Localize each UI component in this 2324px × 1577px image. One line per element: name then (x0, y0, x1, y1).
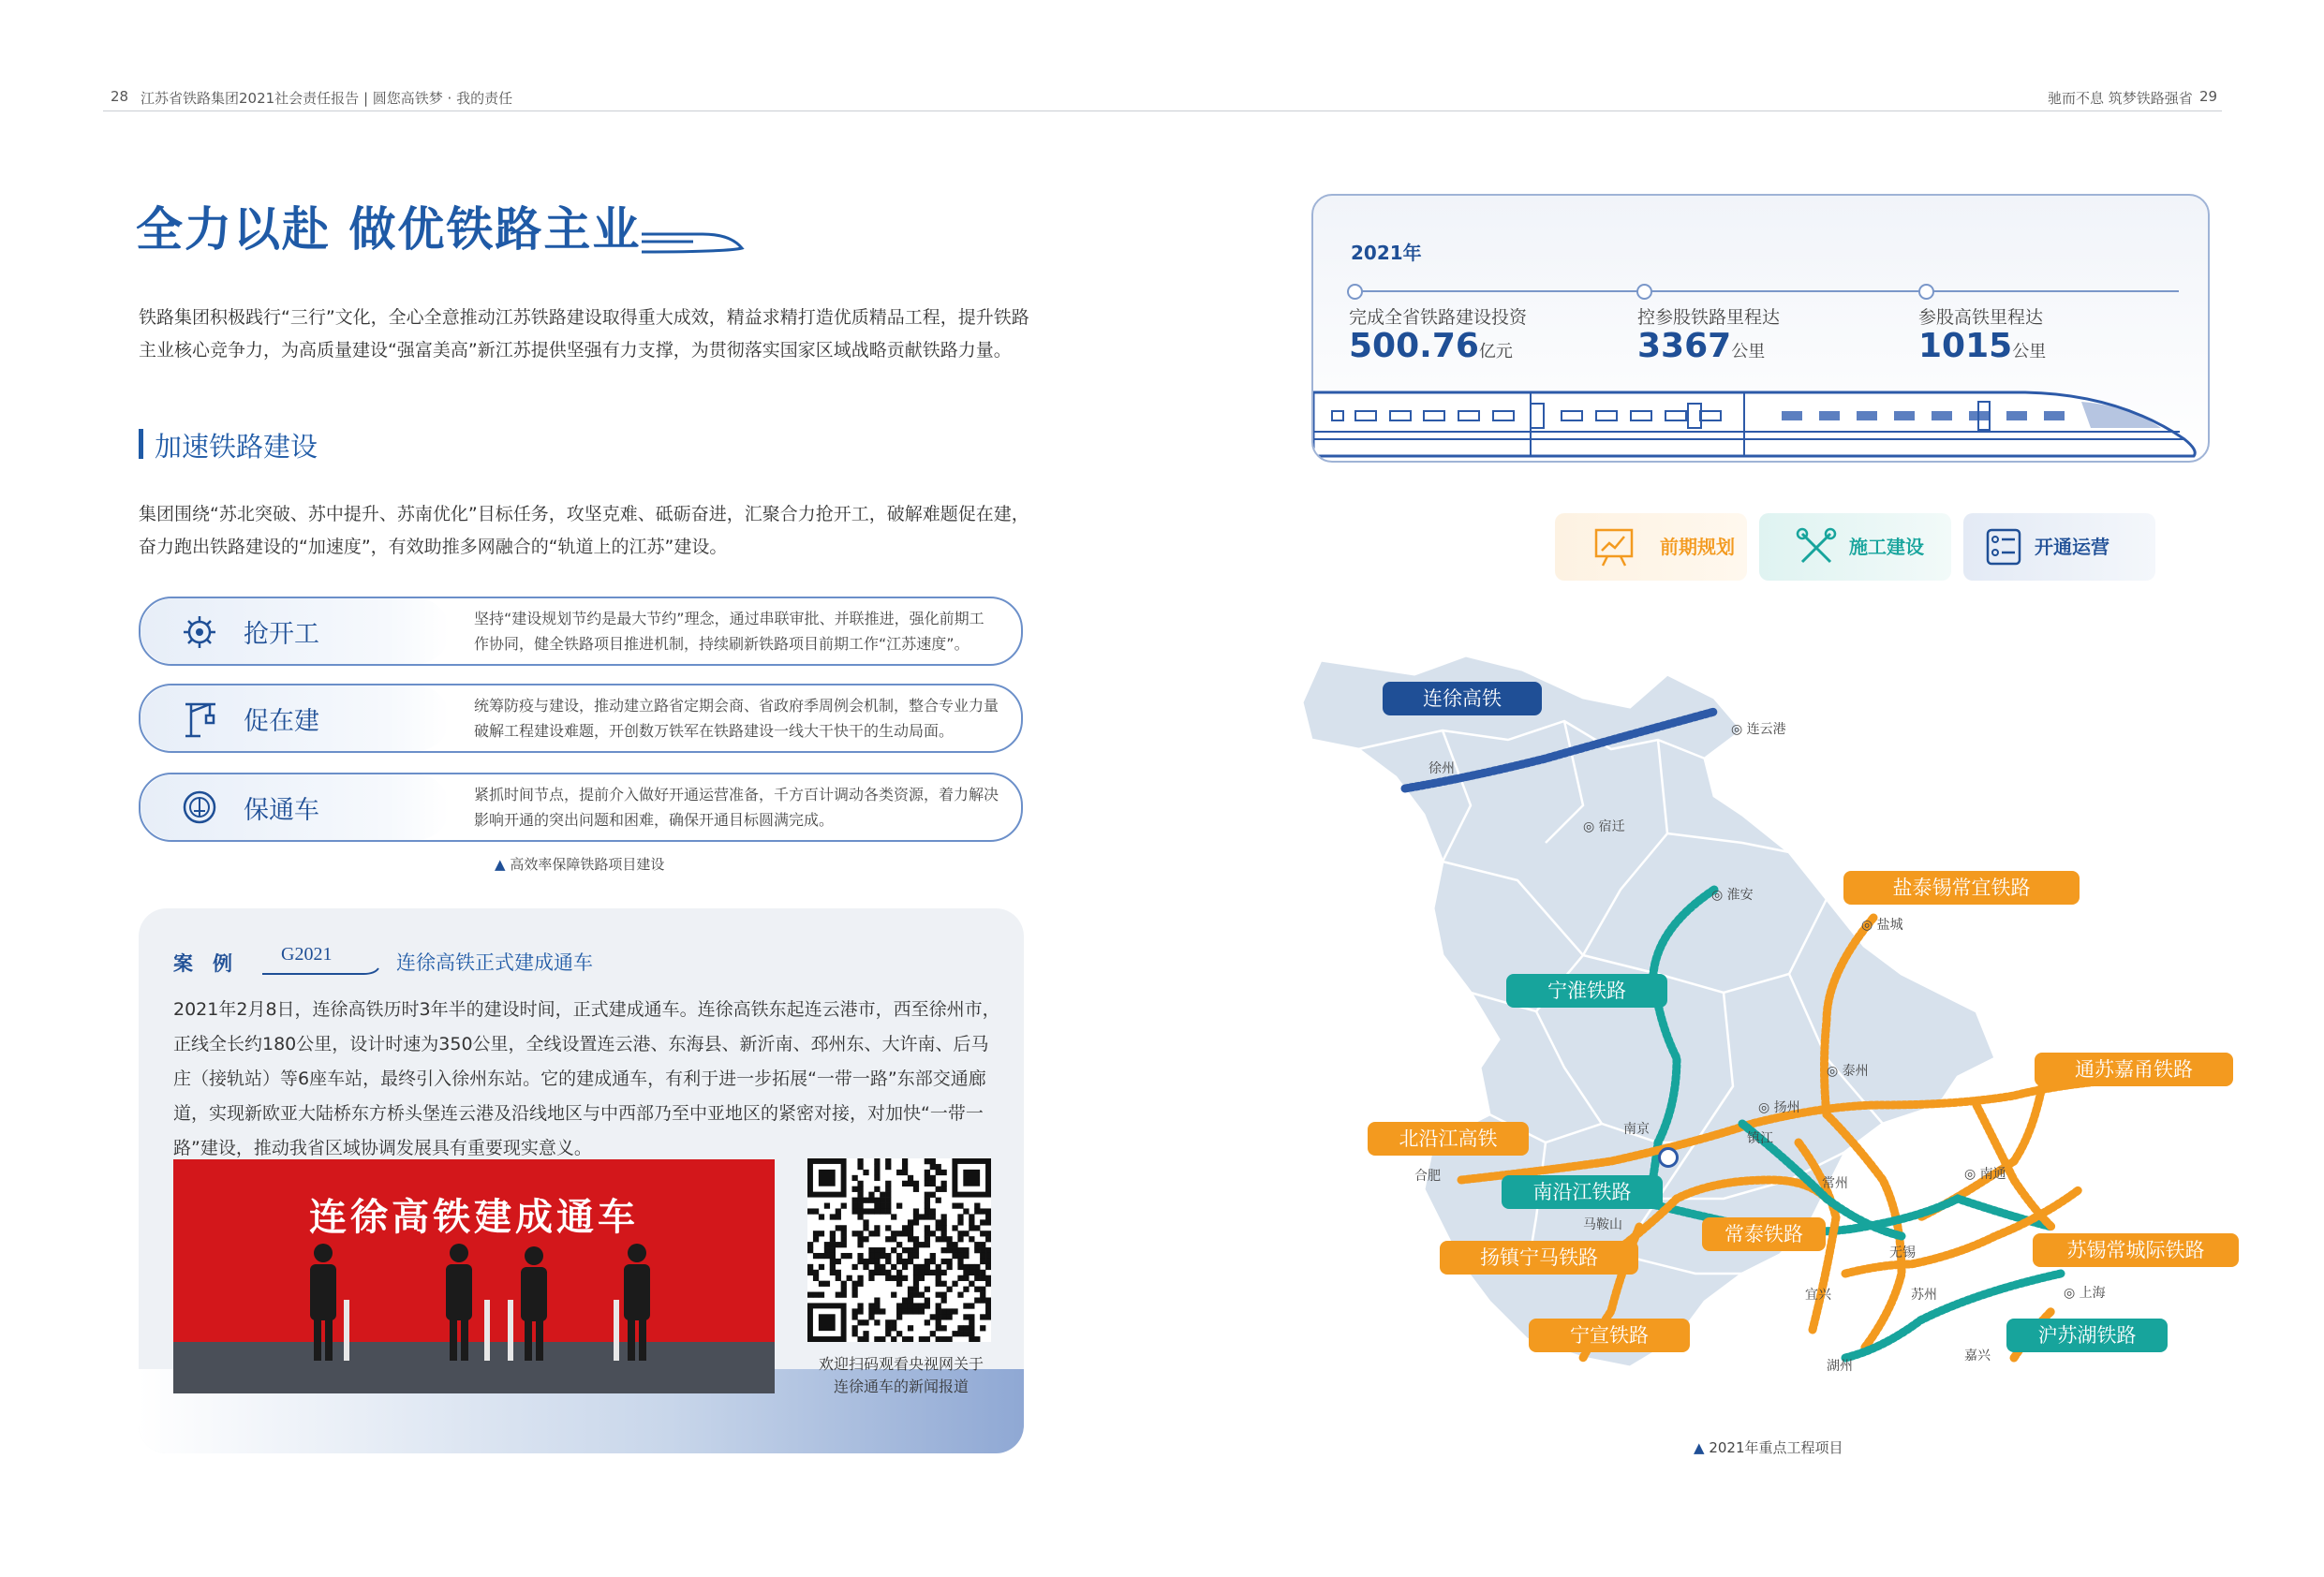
subsection-intro: 集团围绕“苏北突破、苏中提升、苏南优化”目标任务，攻坚克难、砥砺奋进，汇聚合力抢开工，破解难题促在建，奋力跑出铁路建设的“加速度”，有效助推多网融合的“轨道上的江苏”建设。 (139, 504, 1029, 557)
city-label: ◎ 宿迁 (1583, 819, 1625, 834)
city-label: 镇江 (1747, 1131, 1773, 1146)
stat-value: 3367 (1637, 327, 1732, 365)
strip-text: 统筹防疫与建设，推动建立路省定期会商、省政府季周例会机制，整合专业力量破解工程建设难题，开创数万铁军在铁路建设一线大干快干的生动局面。 (474, 697, 999, 740)
case-title: 连徐高铁正式建成通车 (396, 951, 593, 974)
city-label: ◎ 扬州 (1758, 1100, 1800, 1115)
strip-label: 保通车 (244, 796, 319, 825)
case-code: G2021 (281, 944, 333, 965)
city-label: ◎ 连云港 (1731, 722, 1786, 737)
train-illustration (1313, 383, 2208, 461)
crane-icon (178, 699, 221, 738)
stat-label: 完成全省铁路建设投资 (1349, 307, 1528, 328)
rail-badge-icon (178, 788, 221, 827)
stats-panel (1311, 194, 2210, 463)
photo-banner: 连徐高铁建成通车 (309, 1195, 639, 1239)
stat-unit: 亿元 (1478, 342, 1513, 361)
strip-text: 坚持“建设规划节约是最大节约”理念，通过串联审批、并联推进，强化前期工作协同，健全铁路项目推进机制，持续刷新铁路项目前期工作“江苏速度”。 (474, 610, 984, 653)
stats-timeline (1354, 290, 2179, 292)
city-label: 苏州 (1911, 1288, 1937, 1303)
stat-label: 控参股铁路里程达 (1637, 307, 1781, 328)
section-title: 全力以赴 做优铁路主业 (136, 202, 642, 257)
case-code-underline (260, 965, 382, 978)
line-label-beiyan: 北沿江高铁 (1368, 1122, 1529, 1156)
qr-caption-1: 欢迎扫码观看央视网关于 (818, 1355, 984, 1373)
city-label: 嘉兴 (1964, 1349, 1991, 1363)
stat-value-group (1349, 327, 1513, 365)
tools-icon (1795, 526, 1838, 567)
city-label: ◎ 泰州 (1827, 1064, 1869, 1079)
stats-year: 2021年 (1351, 242, 1422, 264)
strips-caption-text: 高效率保障铁路项目建设 (510, 856, 665, 873)
city-label: ◎ 上海 (2064, 1286, 2106, 1301)
stage-planning (1555, 513, 1747, 581)
strip-text: 紧抓时间节点，提前介入做好开通运营准备，千方百计调动各类资源，着力解决影响开通的突出问题和困难，确保开通目标圆满完成。 (474, 786, 999, 829)
line-label-lianxu: 连徐高铁 (1383, 682, 1542, 715)
line-label-yantai: 盐泰锡常宜铁路 (1843, 871, 2080, 905)
left-page-number: 28 (111, 88, 129, 105)
line-label-ningxuan: 宁宣铁路 (1529, 1319, 1690, 1352)
ceremony-photo (173, 1159, 775, 1393)
stage-operation (1963, 513, 2155, 581)
strips-caption (495, 854, 664, 874)
chart-board-icon (1592, 526, 1636, 567)
right-running-title: 驰而不息 筑梦铁路强省 (2048, 90, 2193, 107)
stat-value: 500.76 (1349, 327, 1479, 365)
qr-caption-2: 连徐通车的新闻报道 (833, 1378, 969, 1395)
timeline-dot (1347, 284, 1363, 300)
line-label-changtai: 常泰铁路 (1702, 1217, 1826, 1251)
line-label-ninghuai: 宁淮铁路 (1506, 974, 1667, 1008)
section-intro: 铁路集团积极践行“三行”文化，全心全意推动江苏铁路建设取得重大成效，精益求精打造优质精品工程，提升铁路主业核心竞争力，为高质量建设“强富美高”新江苏提供坚强有力支撑，为贯彻落实国家区域战略贡献铁路力量。 (139, 307, 1029, 361)
line-label-tongsu: 通苏嘉甬铁路 (2035, 1053, 2233, 1086)
checklist-icon (1982, 526, 2025, 567)
stat-label: 参股高铁里程达 (1918, 307, 2044, 328)
stage-construction (1759, 513, 1951, 581)
city-label: 马鞍山 (1583, 1217, 1622, 1232)
city-label: 南京 (1623, 1122, 1650, 1137)
stat-value-group (1637, 327, 1765, 365)
subsection-title: 加速铁路建设 (155, 431, 318, 463)
case-tag: 案 例 (173, 952, 232, 975)
map-caption-text: 2021年重点工程项目 (1709, 1439, 1843, 1456)
line-label-husu: 沪苏湖铁路 (2006, 1319, 2168, 1352)
left-running-title: 江苏省铁路集团2021社会责任报告 | 圆您高铁梦 · 我的责任 (141, 90, 513, 107)
city-label: 合肥 (1414, 1169, 1441, 1184)
city-label: 湖州 (1827, 1359, 1853, 1374)
people-silhouettes (173, 1159, 775, 1393)
stage-label: 施工建设 (1849, 536, 1924, 558)
stage-label: 前期规划 (1660, 536, 1735, 558)
gear-icon (178, 612, 221, 651)
line-label-nanyan: 南沿江铁路 (1502, 1175, 1663, 1209)
stat-unit: 公里 (2012, 342, 2047, 361)
timeline-dot (1918, 284, 1934, 300)
nanjing-hub-icon (1658, 1147, 1679, 1168)
line-label-yangzhen: 扬镇宁马铁路 (1440, 1241, 1638, 1275)
stat-unit: 公里 (1731, 342, 1766, 361)
stage-label: 开通运营 (2035, 536, 2109, 558)
strip-ensure-opening (139, 773, 1023, 842)
caption-triangle-icon: ▲ (495, 856, 506, 873)
line-yantai (1825, 918, 1902, 1349)
city-label: ◎ 盐城 (1861, 918, 1903, 933)
caption-triangle-icon: ▲ (1694, 1439, 1705, 1456)
case-body: 2021年2月8日，连徐高铁历时3年半的建设时间，正式建成通车。连徐高铁东起连云港市，西至徐州市，正线全长约180公里，设计时速为350公里，全线设置连云港、东海县、新沂南、邳州东、大许南、后马庄（接轨站）等6座车站，最终引入徐州东站。它的建成通车，有利于进一步拓展“一带一路”东部交通廊道，实现新欧亚大陆桥东方桥头堡连云港及沿线地区与中西部乃至中亚地区的紧密对接，对加快“一带一路”建设，推动我省区域协调发展具有重要现实意义。 (173, 999, 1000, 1158)
city-label: ◎ 淮安 (1711, 888, 1754, 903)
line-label-suxi: 苏锡常城际铁路 (2033, 1233, 2239, 1267)
strip-advance-construction (139, 684, 1023, 753)
stat-value-group (1918, 327, 2046, 365)
city-label: 宜兴 (1805, 1288, 1831, 1303)
city-label: 无锡 (1889, 1245, 1916, 1260)
city-label: ◎ 南通 (1964, 1167, 2006, 1182)
strip-label: 抢开工 (244, 620, 319, 649)
city-label: 徐州 (1428, 761, 1455, 776)
right-page-number: 29 (2199, 88, 2218, 105)
timeline-dot (1636, 284, 1652, 300)
strip-label: 促在建 (244, 707, 319, 736)
map-caption (1694, 1437, 1843, 1457)
strip-start-construction (139, 597, 1023, 666)
train-nose-icon (637, 211, 749, 258)
qr-code (807, 1158, 991, 1342)
stat-value: 1015 (1918, 327, 2013, 365)
city-label: 常州 (1822, 1176, 1848, 1191)
subsection-bar (139, 429, 143, 459)
